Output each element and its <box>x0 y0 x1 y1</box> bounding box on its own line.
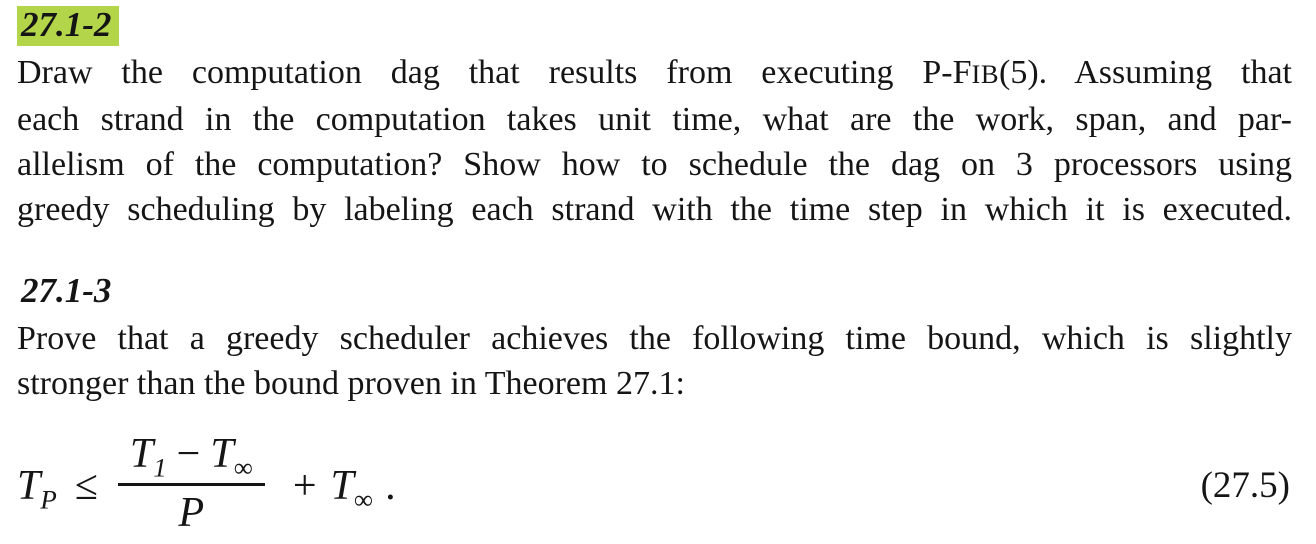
body-line-3: allelism of the computation? Show how to schedule the dag on 3 processors using <box>17 146 1292 183</box>
numerator-T1-subscript: 1 <box>153 452 167 483</box>
less-equal-sign: ≤ <box>74 462 98 509</box>
body-line-4: greedy scheduling by labeling each strand with the time step in which it is executed. <box>17 191 1292 228</box>
line1-text-post: (5). Assuming that <box>999 54 1293 91</box>
formula-lhs-symbol: T <box>17 462 41 509</box>
formula-fraction <box>118 430 265 537</box>
body-line-6: stronger than the bound proven in Theorem 27.1: <box>17 365 685 402</box>
minus-sign: − <box>176 431 201 477</box>
plus-sign: + <box>292 462 317 509</box>
numerator-T1-symbol: T <box>129 431 154 477</box>
fraction-numerator <box>118 430 265 483</box>
trailing-term <box>330 462 374 514</box>
exercise-27-1-2-label-highlighted: 27.1-2 <box>17 6 119 46</box>
exercise-27-1-3-heading <box>17 272 1292 316</box>
exercise-27-1-2-heading <box>17 6 1292 50</box>
exercise-27-1-3-label: 27.1-3 <box>21 271 112 310</box>
fraction-denominator: P <box>178 490 205 536</box>
trailing-T-symbol: T <box>330 462 354 509</box>
numerator-Tinf-symbol: T <box>210 431 234 477</box>
equation-number: (27.5) <box>1200 465 1290 506</box>
formula-lhs-subscript: P <box>40 483 57 514</box>
formula-period: . <box>385 462 396 509</box>
trailing-infinity-subscript: ∞ <box>353 483 374 514</box>
exercise-27-1-2-body <box>17 50 1292 232</box>
procedure-name-smallcaps: IB <box>971 59 1000 89</box>
numerator-infinity-subscript: ∞ <box>233 452 253 483</box>
formula-lhs <box>17 462 57 514</box>
body-line-5: Prove that a greedy scheduler achieves the following time bound, which is slightly <box>17 320 1292 357</box>
body-line-1 <box>17 50 1292 97</box>
line1-text-pre: Draw the computation dag that results from executing P-F <box>17 54 972 91</box>
exercise-27-1-3-body <box>17 316 1292 406</box>
equation-27-5 <box>17 432 1292 539</box>
body-line-2: each strand in the computation takes unit time, what are the work, span, and par- <box>17 101 1292 138</box>
